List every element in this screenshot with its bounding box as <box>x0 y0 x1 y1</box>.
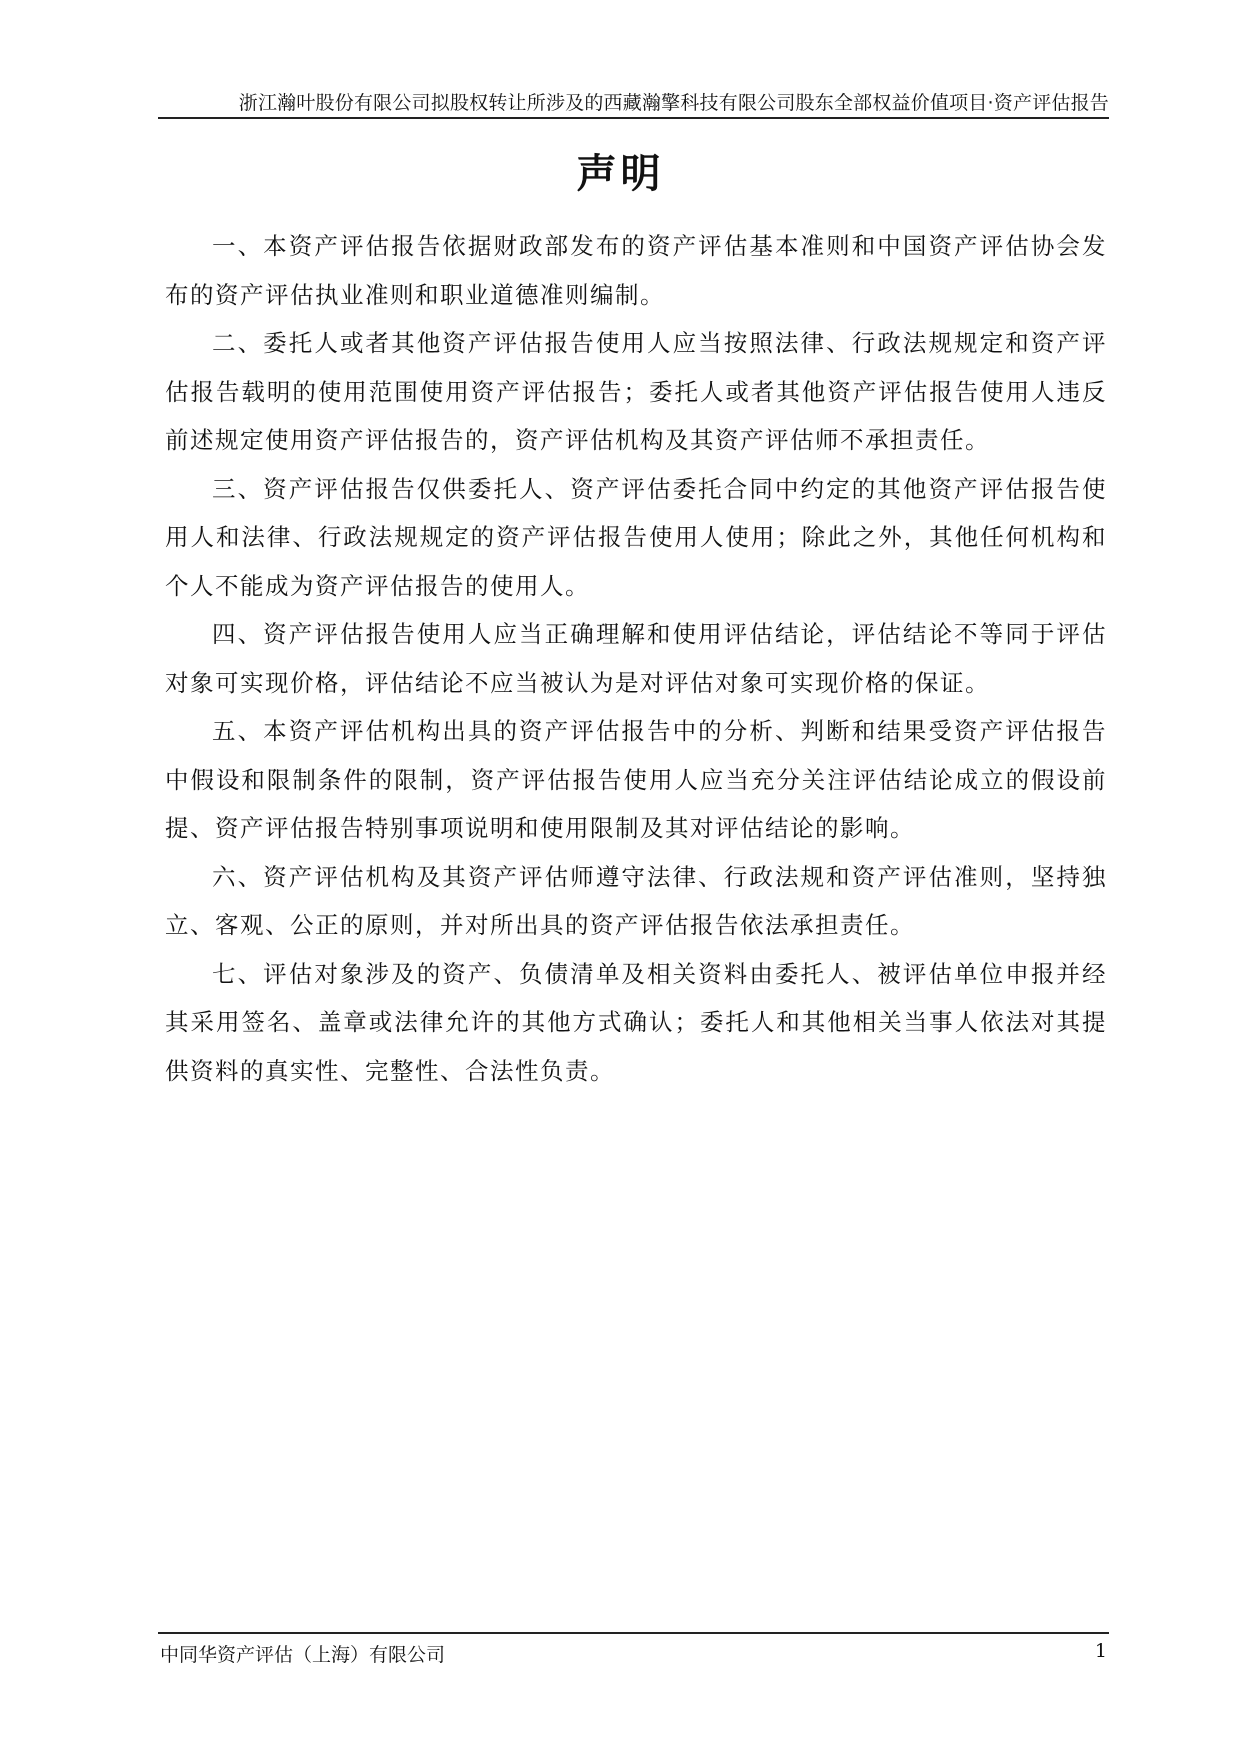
footer-company: 中同华资产评估（上海）有限公司 <box>160 1644 446 1666</box>
paragraph: 五、本资产评估机构出具的资产评估报告中的分析、判断和结果受资产评估报告中假设和限制条件的限制，资产评估报告使用人应当充分关注评估结论成立的假设前提、资产评估报告特别事项说明和使用限制及其对评估结论的影响。 <box>165 717 1107 842</box>
running-header: 浙江瀚叶股份有限公司拟股权转让所涉及的西藏瀚擎科技有限公司股东全部权益价值项目·资产评估报告 <box>238 92 1109 114</box>
paragraph: 七、评估对象涉及的资产、负债清单及相关资料由委托人、被评估单位申报并经其采用签名、盖章或法律允许的其他方式确认；委托人和其他相关当事人依法对其提供资料的真实性、完整性、合法性负责。 <box>165 959 1107 1085</box>
footer-divider <box>158 1632 1109 1634</box>
paragraph: 一、本资产评估报告依据财政部发布的资产评估基本准则和中国资产评估协会发布的资产评估执业准则和职业道德准则编制。 <box>165 232 1107 309</box>
declaration-body <box>165 222 1107 1095</box>
paragraph: 四、资产评估报告使用人应当正确理解和使用评估结论，评估结论不等同于评估对象可实现价格，评估结论不应当被认为是对评估对象可实现价格的保证。 <box>165 620 1107 697</box>
page-number: 1 <box>1094 1640 1107 1662</box>
paragraph: 三、资产评估报告仅供委托人、资产评估委托合同中约定的其他资产评估报告使用人和法律、行政法规规定的资产评估报告使用人使用；除此之外，其他任何机构和个人不能成为资产评估报告的使用人。 <box>165 474 1107 600</box>
page-title: 声明 <box>576 151 665 197</box>
paragraph: 六、资产评估机构及其资产评估师遵守法律、行政法规和资产评估准则，坚持独立、客观、公正的原则，并对所出具的资产评估报告依法承担责任。 <box>165 862 1107 939</box>
header-divider <box>158 117 1109 119</box>
paragraph: 二、委托人或者其他资产评估报告使用人应当按照法律、行政法规规定和资产评估报告载明的使用范围使用资产评估报告；委托人或者其他资产评估报告使用人违反前述规定使用资产评估报告的，资产评估机构及其资产评估师不承担责任。 <box>165 329 1107 454</box>
